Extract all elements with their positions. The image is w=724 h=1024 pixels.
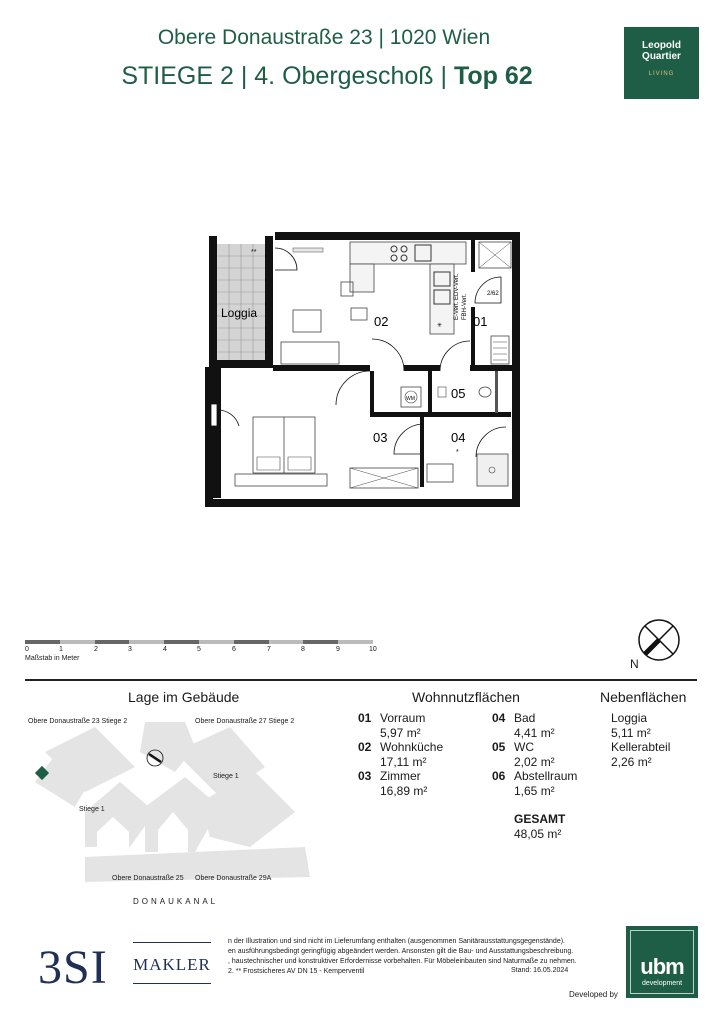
wall-wm-bottom [370,412,428,417]
dining-table [293,310,321,332]
wall-hall-right [470,365,512,371]
label-loggia: Loggia [221,306,258,320]
loggia-bottom-wall [209,360,273,368]
label-vert1: E-Vert. EDV-Vert. [454,273,460,320]
site-label-stiege2: Obere Donaustraße 23 Stiege 2 [28,718,128,725]
room-num: 03 [358,769,372,783]
total-area [514,812,565,841]
room-name: Wohnküche [380,740,444,754]
site-label-stiege1: Stiege 1 [213,773,239,780]
shower-door [476,427,506,457]
site-label-od25: Obere Donaustraße 25 [112,875,184,882]
site-label-od27: Obere Donaustraße 27 Stiege 2 [195,718,295,725]
bed-frame [235,474,327,486]
room-num: 05 [492,740,506,754]
neben-area: 2,26 m² [611,754,652,769]
unit-floor: 4. Obergeschoß [254,62,434,90]
disclaimer-line: en ausführungsbedingt geringfügig abgeändert werden. Ansonsten gilt die Bau- und Ausstattungsbeschreibung. [228,948,574,955]
heading-wohnnutzflaechen: Wohnnutzflächen [412,689,520,705]
wc-sink [438,387,446,397]
unit-title: STIEGE 2 | 4. Obergeschoß | Top 62 [121,62,533,90]
wall-hall-left [404,365,440,371]
list-item [492,711,577,726]
sofa [281,342,339,364]
room-num: 02 [358,740,372,754]
nebenflaechen-list [611,711,670,769]
total-value: 48,05 m² [514,826,562,841]
wall-bath-left [420,417,424,487]
window-left [211,404,217,426]
brand-3si-logo: 3SI [38,941,108,994]
room-list-2 [492,711,577,798]
list-item [358,740,443,755]
scale-num: 2 [94,646,98,653]
address-title: Obere Donaustraße 23 | 1020 Wien [157,26,491,49]
room-name: Vorraum [380,711,426,725]
loggia-wall [209,236,217,367]
site-label-river: DONAUKANAL [133,897,219,906]
loggia-tiles [217,244,265,360]
scale-num: 5 [197,646,201,653]
shelf [293,248,323,252]
scale-num: 7 [267,646,271,653]
label-star1: * [456,449,459,456]
room-area: 2,02 m² [514,754,555,769]
room-list-1 [358,711,443,798]
label-room-04: 04 [451,430,466,445]
north-label: N [630,657,639,671]
heading-lage: Lage im Gebäude [128,689,240,705]
door-bath [394,424,424,454]
scale-num: 9 [336,646,340,653]
leopold-quartier-logo [624,27,699,99]
scale-num: 6 [232,646,236,653]
list-item [358,711,443,726]
wardrobe-entry-cross [479,242,511,268]
disclaimer-line: , haustechnischer und konstruktiver Erfordernisse vorbehalten. Für Möbeleinbauten sind Naturmaße zu nehmen. [228,958,577,965]
ubm-logo-sub: development [641,980,683,987]
wall-kitchen-bottom [273,365,370,371]
room-area: 17,11 m² [380,754,427,769]
double-bed [253,417,315,473]
logo-line-2: Quartier [642,51,681,62]
neben-area: 5,11 m² [611,725,651,740]
logo-line-1: Leopold [642,40,681,51]
scale-num: 4 [163,646,167,653]
ubm-logo [626,926,698,998]
label-room-03: 03 [373,430,388,445]
label-room-02: 02 [374,314,389,329]
scale-num: 1 [59,646,63,653]
wall-zimmer-left [213,368,221,498]
wall-entry-shaft [471,238,475,272]
list-item [492,769,577,784]
neben-name: Kellerabteil [611,740,671,754]
wall-wc-bottom [428,412,511,417]
label-vert2: FBH-Vert. [462,293,468,320]
room-name: Abstellraum [514,769,578,783]
wall-wc-left [428,371,432,417]
unit-stiege: STIEGE 2 [121,62,234,90]
scale-num: 8 [301,646,305,653]
unit-top: Top 62 [453,62,533,90]
total-label: GESAMT [514,812,566,826]
heading-nebenflaechen: Nebenflächen [600,689,687,705]
stand-date: Stand: 16.05.2024 [511,967,569,974]
disclaimer-line: n der Illustration und sind nicht im Lieferumfang enthalten (ausgenommen Sanitärausstattungsgegenstände). [228,938,565,945]
divider [25,679,697,681]
logo-line-3: LIVING [648,71,675,77]
developed-by-label: Developed by [569,990,618,999]
room-area: 1,65 m² [514,783,555,798]
room-num: 04 [492,711,506,725]
room-area: 4,41 m² [514,725,555,740]
room-name: Bad [514,711,536,725]
door-wc [440,341,470,371]
disclaimer-line: 2. ** Frostsicheres AV DN 15 - Kemperventil [228,968,365,975]
loggia-partition [265,236,273,367]
bath-sink [427,464,453,482]
ubm-logo-name: ubm [640,954,684,979]
scale-num: 3 [128,646,132,653]
shower [477,454,508,486]
floor-plan [205,232,520,507]
room-num: 01 [358,711,372,725]
list-item [358,769,443,784]
scale-bar-graphic [25,640,373,644]
site-label-od29a: Obere Donaustraße 29A [195,875,272,882]
scale-bar [25,640,375,670]
fridge-star: ✳ [437,323,443,329]
door-kitchen [372,339,404,371]
brand-makler-logo: MAKLER [133,942,211,984]
room-area: 5,97 m² [380,725,421,740]
wall-wc-shaft [495,371,498,413]
list-item [492,740,577,755]
scale-num: 0 [25,646,29,653]
scale-num: 10 [369,646,377,653]
entry-door [475,277,501,303]
scale-label: Maßstab in Meter [25,655,80,662]
wall-wm [370,371,374,416]
room-name: WC [514,740,534,754]
label-top-no: 2/62 [487,291,499,297]
room-num: 06 [492,769,506,783]
chair-2 [351,308,367,320]
label-wm: WM [406,396,415,402]
label-room-01: 01 [473,314,488,329]
label-star2: ** [251,249,257,256]
label-room-05: 05 [451,386,466,401]
neben-name: Loggia [611,711,648,725]
site-label-stiege1b: Stiege 1 [79,806,105,813]
wc-toilet [479,387,491,397]
room-area: 16,89 m² [380,783,428,798]
door-zimmer [336,371,370,405]
site-plan [25,712,315,892]
room-name: Zimmer [380,769,421,783]
